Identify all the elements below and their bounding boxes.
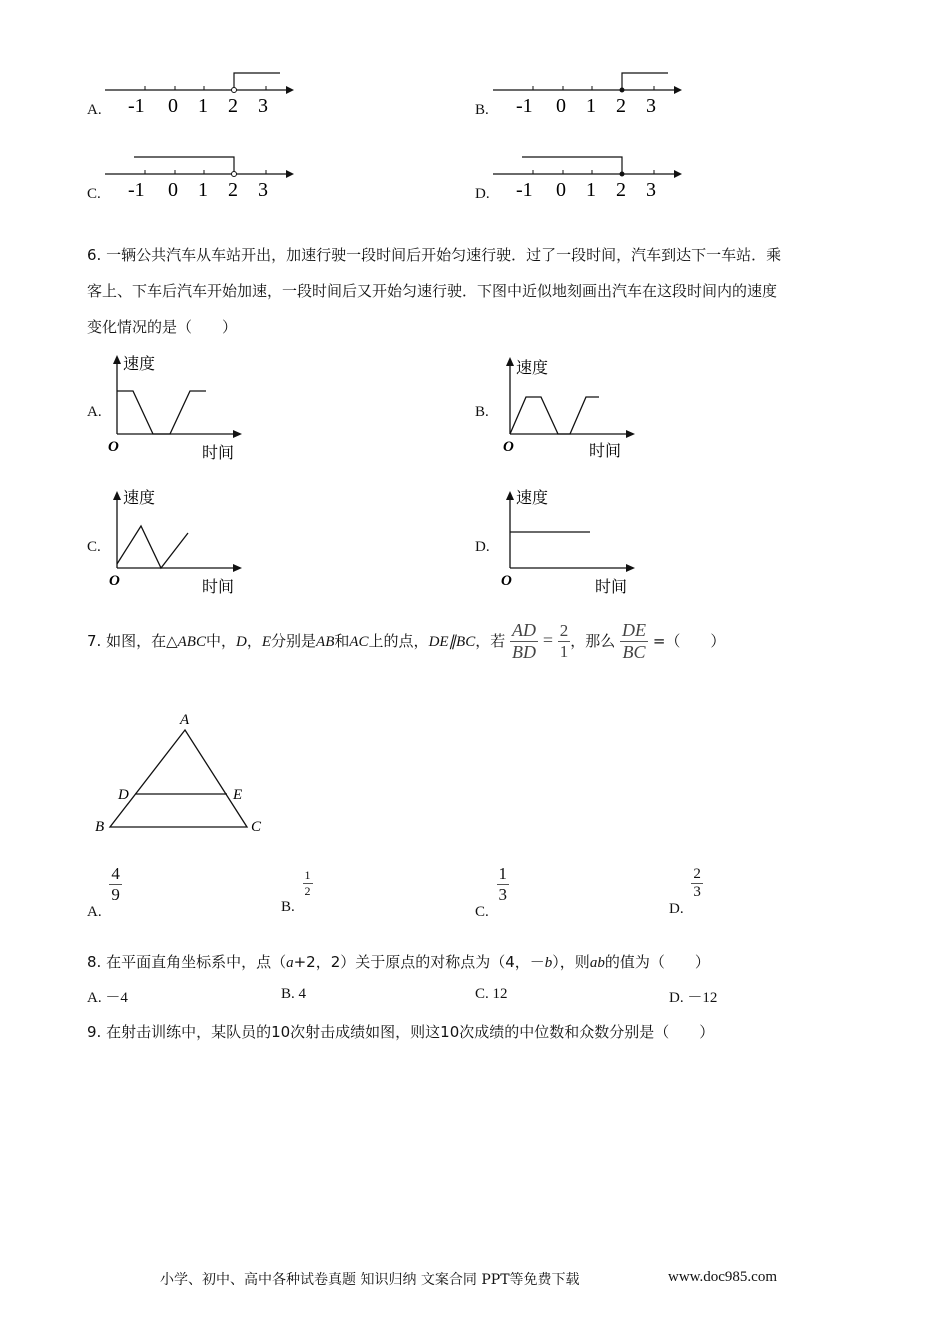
tick-label: 0 (556, 95, 566, 117)
q8-question: 8. 在平面直角坐标系中，点（a+2，2）关于原点的对称点为（4，－b），则ab的值为（ ） (87, 953, 710, 971)
q6-question (87, 237, 887, 345)
speed-graph-b (493, 352, 653, 467)
option-label: D. (475, 186, 490, 202)
q7-question: 7. 如图，在△ABC中，D，E分别是AB和AC上的点，DE∥BC，若 $\frac{AD}{BD}$ = $\frac{2}{1}$ ，那么 $\frac{DE}{BC}$ =（ ） (87, 620, 726, 662)
q6-line-2: 客上、下车后汽车开始加速，一段时间后又开始匀速行驶．下图中近似地刻画出汽车在这段时间内的速度 (87, 282, 778, 300)
y-axis-label: 速度 (123, 356, 156, 373)
x-axis-label: 时间 (595, 579, 628, 596)
point-b-label: B (95, 819, 105, 835)
tick-label: 3 (646, 179, 656, 201)
speed-graph-a (100, 350, 260, 465)
number-line-c (100, 146, 300, 206)
footer-text: 小学、初中、高中各种试卷真题 知识归纳 文案合同 PPT等免费下载 (160, 1272, 580, 1288)
fraction-2-1: $\frac{2}{1}$ (559, 621, 569, 661)
q7-option-a: A. $\frac{4}{9}$ (87, 864, 120, 920)
x-axis-label: 时间 (202, 579, 235, 596)
tick-label: 2 (616, 95, 626, 117)
option-label: A. (87, 404, 102, 420)
tick-label: 2 (616, 179, 626, 201)
tick-label: -1 (516, 179, 533, 201)
tick-label: 1 (198, 95, 208, 117)
number-line-a (100, 62, 300, 122)
y-axis-label: 速度 (516, 360, 549, 377)
q8-option-a: A. －4 (87, 990, 128, 1006)
origin-label: O (503, 439, 514, 455)
tick-label: 1 (586, 95, 596, 117)
option-label: D. (475, 539, 490, 555)
q9-question: 9. 在射击训练中，某队员的10次射击成绩如图，则这10次成绩的中位数和众数分别是（ ） (87, 1023, 715, 1041)
speed-graph-c (100, 484, 260, 599)
point-d-label: D (118, 787, 129, 803)
fraction-de-bc: $\frac{DE}{BC}$ (622, 620, 647, 662)
option-label: B. (475, 404, 489, 420)
option-label: A. (87, 102, 102, 118)
q8-option-d: D. －12 (669, 990, 718, 1006)
tick-label: 3 (646, 95, 656, 117)
number-line-b (488, 62, 688, 122)
option-fraction: $\frac{1}{3}$ (498, 864, 508, 904)
q8-option-b: B. 4 (281, 986, 307, 1002)
q7-option-b: B. $\frac{1}{2}$ (281, 868, 311, 915)
option-label: C. (87, 539, 101, 555)
y-axis-label: 速度 (123, 490, 156, 507)
q7-option-c: C. $\frac{1}{3}$ (475, 864, 508, 920)
tick-label: 1 (198, 179, 208, 201)
q7-option-d: D. $\frac{2}{3}$ (669, 866, 701, 917)
tick-label: 0 (168, 179, 178, 201)
tick-label: 0 (556, 179, 566, 201)
triangle-figure (90, 705, 280, 840)
option-fraction: $\frac{2}{3}$ (693, 866, 701, 900)
x-axis-label: 时间 (202, 445, 235, 462)
x-axis-label: 时间 (589, 443, 622, 460)
option-fraction: $\frac{4}{9}$ (111, 864, 120, 904)
point-e-label: E (233, 787, 243, 803)
number-line-d (488, 146, 688, 206)
y-axis-label: 速度 (516, 490, 549, 507)
point-c-label: C (251, 819, 262, 835)
q6-line-3: 变化情况的是（ ） (87, 318, 238, 336)
tick-label: 1 (586, 179, 596, 201)
speed-graph-d (493, 484, 653, 599)
origin-label: O (108, 439, 119, 455)
q8-option-c: C. 12 (475, 986, 508, 1002)
tick-label: 3 (258, 95, 268, 117)
tick-label: 2 (228, 179, 238, 201)
option-label: C. (87, 186, 101, 202)
point-a-label: A (180, 712, 190, 728)
fraction-ad-bd: $\frac{AD}{BD}$ (512, 620, 537, 662)
q6-line-1: 6. 一辆公共汽车从车站开出，加速行驶一段时间后开始匀速行驶．过了一段时间，汽车到达下一车站．乘 (87, 246, 782, 264)
tick-label: 3 (258, 179, 268, 201)
tick-label: 2 (228, 95, 238, 117)
tick-label: 0 (168, 95, 178, 117)
option-label: B. (475, 102, 489, 118)
origin-label: O (109, 573, 120, 589)
tick-label: -1 (128, 95, 145, 117)
option-fraction: $\frac{1}{2}$ (304, 868, 311, 898)
origin-label: O (501, 573, 512, 589)
tick-label: -1 (516, 95, 533, 117)
tick-label: -1 (128, 179, 145, 201)
footer-link[interactable]: www.doc985.com (668, 1269, 778, 1285)
